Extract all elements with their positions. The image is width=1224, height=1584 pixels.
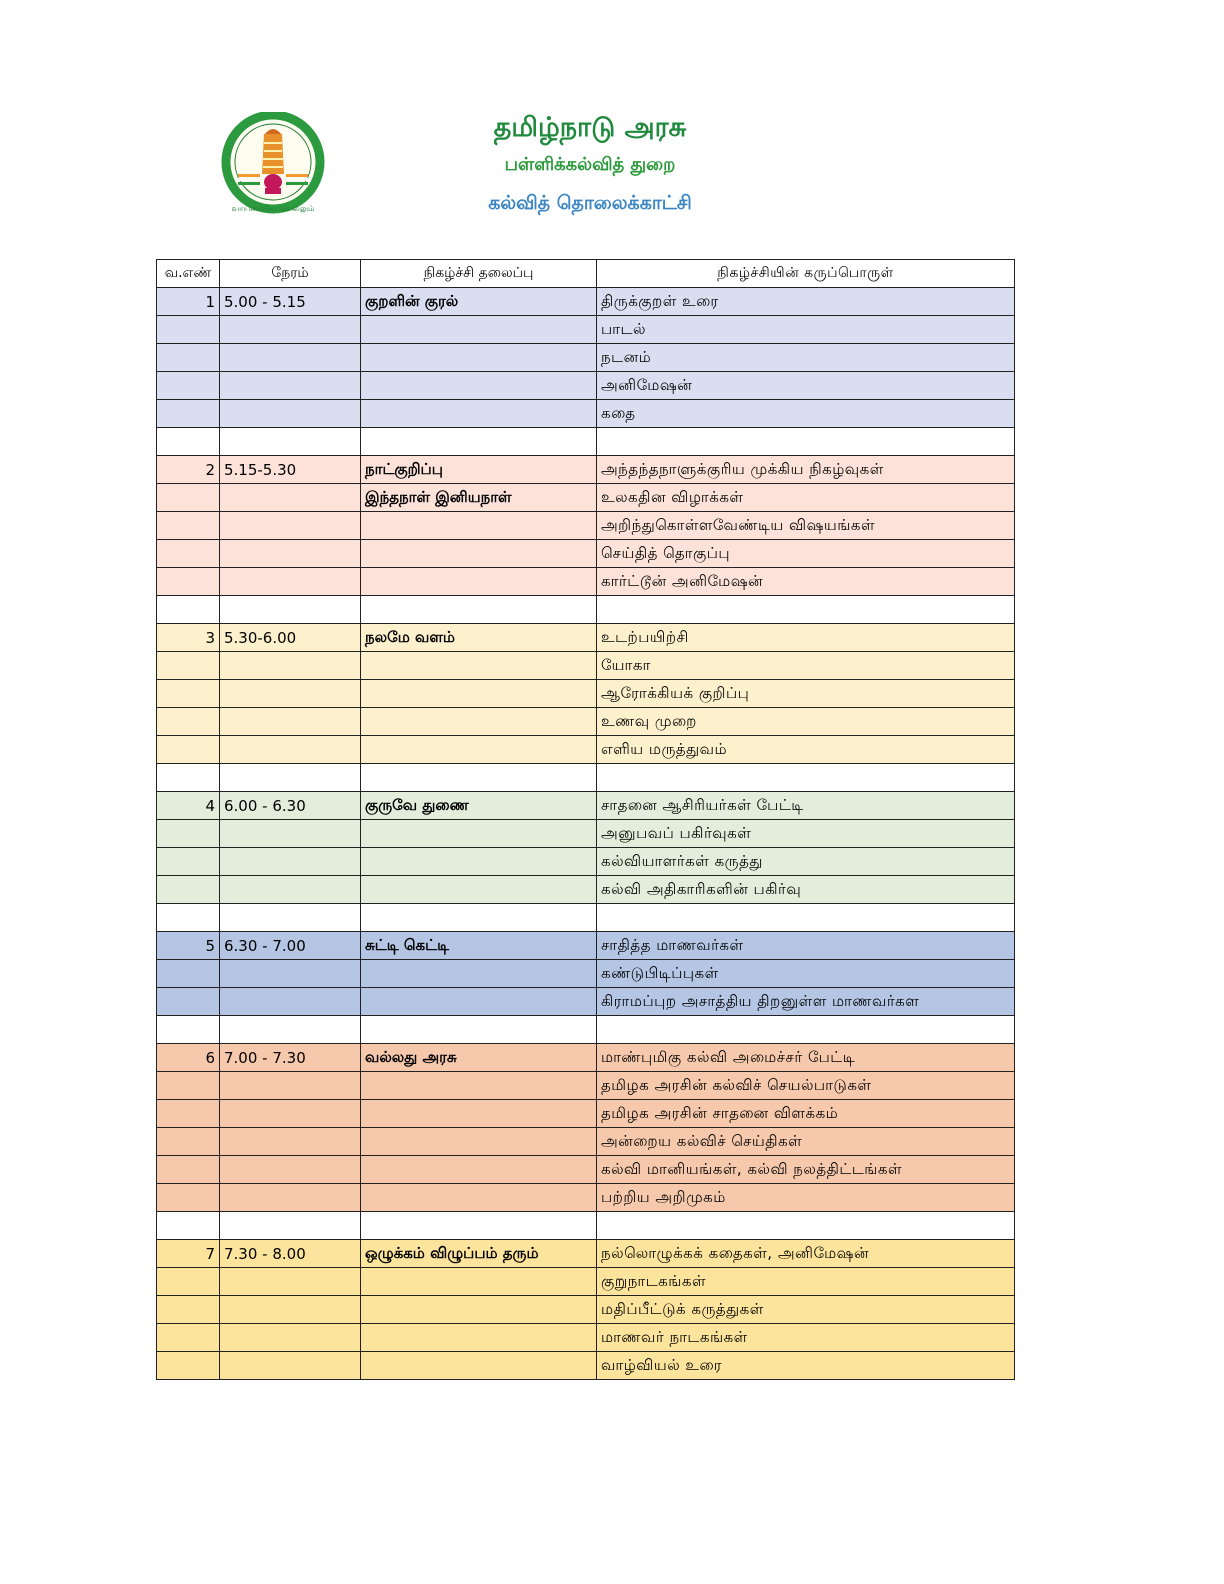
cell-serial: 4	[157, 792, 220, 820]
cell-time	[220, 400, 361, 428]
cell-serial	[157, 1128, 220, 1156]
cell-program-theme: மாணவர் நாடகங்கள்	[597, 1324, 1015, 1352]
cell-program-title	[361, 1268, 597, 1296]
cell-program-theme: கதை	[597, 400, 1015, 428]
table-row	[157, 456, 1015, 484]
cell-program-title	[361, 400, 597, 428]
cell-serial	[157, 736, 220, 764]
cell-serial: 7	[157, 1240, 220, 1268]
empty-cell	[157, 428, 220, 456]
cell-time	[220, 568, 361, 596]
cell-serial	[157, 540, 220, 568]
cell-program-title	[361, 876, 597, 904]
table-row	[157, 1240, 1015, 1268]
schedule-table	[156, 259, 1015, 1380]
cell-program-theme: பற்றிய அறிமுகம்	[597, 1184, 1015, 1212]
table-row	[157, 484, 1015, 512]
separator-row	[157, 1016, 1015, 1044]
cell-serial	[157, 1296, 220, 1324]
cell-serial	[157, 1268, 220, 1296]
cell-program-title	[361, 1156, 597, 1184]
cell-program-title	[361, 316, 597, 344]
cell-serial	[157, 316, 220, 344]
empty-cell	[361, 1016, 597, 1044]
table-row	[157, 316, 1015, 344]
cell-serial	[157, 876, 220, 904]
cell-serial: 2	[157, 456, 220, 484]
cell-serial	[157, 1072, 220, 1100]
empty-cell	[597, 596, 1015, 624]
empty-cell	[220, 1016, 361, 1044]
table-row	[157, 680, 1015, 708]
empty-cell	[157, 1016, 220, 1044]
table-row	[157, 820, 1015, 848]
table-row	[157, 652, 1015, 680]
cell-serial: 3	[157, 624, 220, 652]
cell-time	[220, 1184, 361, 1212]
table-row	[157, 1100, 1015, 1128]
empty-cell	[597, 428, 1015, 456]
cell-program-theme: கல்வியாளர்கள் கருத்து	[597, 848, 1015, 876]
empty-cell	[597, 1016, 1015, 1044]
cell-time	[220, 848, 361, 876]
cell-program-theme: தமிழக அரசின் சாதனை விளக்கம்	[597, 1100, 1015, 1128]
cell-program-theme: மாண்புமிகு கல்வி அமைச்சர் பேட்டி	[597, 1044, 1015, 1072]
cell-program-title	[361, 708, 597, 736]
cell-program-theme: அனுபவப் பகிர்வுகள்	[597, 820, 1015, 848]
table-row	[157, 1268, 1015, 1296]
cell-serial: 6	[157, 1044, 220, 1072]
table-row	[157, 540, 1015, 568]
cell-time	[220, 988, 361, 1016]
cell-serial	[157, 1100, 220, 1128]
cell-time	[220, 316, 361, 344]
cell-program-title	[361, 1184, 597, 1212]
cell-program-theme: உடற்பயிற்சி	[597, 624, 1015, 652]
cell-time	[220, 680, 361, 708]
empty-cell	[157, 904, 220, 932]
cell-time	[220, 344, 361, 372]
cell-serial: 1	[157, 288, 220, 316]
cell-time: 7.30 - 8.00	[220, 1240, 361, 1268]
cell-program-title	[361, 1352, 597, 1380]
table-row	[157, 792, 1015, 820]
cell-time	[220, 1128, 361, 1156]
separator-row	[157, 904, 1015, 932]
cell-program-theme: அன்றைய கல்விச் செய்திகள்	[597, 1128, 1015, 1156]
table-row	[157, 1352, 1015, 1380]
cell-program-theme: கல்வி அதிகாரிகளின் பகிர்வு	[597, 876, 1015, 904]
table-row	[157, 400, 1015, 428]
cell-time: 6.30 - 7.00	[220, 932, 361, 960]
cell-time	[220, 820, 361, 848]
cell-serial	[157, 820, 220, 848]
table-row	[157, 1072, 1015, 1100]
page-title: தமிழ்நாடு அரசு	[493, 112, 687, 143]
cell-program-theme: அறிந்துகொள்ளவேண்டிய விஷயங்கள்	[597, 512, 1015, 540]
cell-program-theme: உலகதின விழாக்கள்	[597, 484, 1015, 512]
cell-time	[220, 512, 361, 540]
cell-serial	[157, 568, 220, 596]
table-row	[157, 1128, 1015, 1156]
cell-serial	[157, 372, 220, 400]
cell-program-theme: திருக்குறள் உரை	[597, 288, 1015, 316]
cell-time: 7.00 - 7.30	[220, 1044, 361, 1072]
empty-cell	[157, 764, 220, 792]
empty-cell	[361, 596, 597, 624]
cell-program-theme: குறுநாடகங்கள்	[597, 1268, 1015, 1296]
empty-cell	[220, 1212, 361, 1240]
cell-time	[220, 652, 361, 680]
cell-time	[220, 736, 361, 764]
tamil-nadu-emblem	[210, 112, 336, 222]
cell-program-theme: சாதனை ஆசிரியர்கள் பேட்டி	[597, 792, 1015, 820]
table-row	[157, 1044, 1015, 1072]
schedule-body	[157, 288, 1015, 1380]
cell-program-title: குறளின் குரல்	[361, 288, 597, 316]
cell-program-theme: அந்தந்தநாளுக்குரிய முக்கிய நிகழ்வுகள்	[597, 456, 1015, 484]
cell-serial	[157, 400, 220, 428]
cell-time	[220, 540, 361, 568]
empty-cell	[597, 904, 1015, 932]
empty-cell	[220, 596, 361, 624]
table-row	[157, 932, 1015, 960]
empty-cell	[220, 904, 361, 932]
empty-cell	[361, 764, 597, 792]
column-header-time: நேரம்	[220, 260, 361, 288]
cell-program-theme: நல்லொழுக்கக் கதைகள், அனிமேஷன்	[597, 1240, 1015, 1268]
table-row	[157, 1156, 1015, 1184]
cell-time	[220, 1156, 361, 1184]
table-row	[157, 848, 1015, 876]
cell-program-theme: யோகா	[597, 652, 1015, 680]
cell-time	[220, 1100, 361, 1128]
cell-time: 6.00 - 6.30	[220, 792, 361, 820]
cell-program-theme: செய்தித் தொகுப்பு	[597, 540, 1015, 568]
cell-program-title	[361, 372, 597, 400]
separator-row	[157, 764, 1015, 792]
cell-serial	[157, 344, 220, 372]
table-row	[157, 960, 1015, 988]
cell-program-title	[361, 1072, 597, 1100]
cell-program-theme: ஆரோக்கியக் குறிப்பு	[597, 680, 1015, 708]
cell-serial	[157, 848, 220, 876]
cell-program-title	[361, 736, 597, 764]
cell-program-title	[361, 568, 597, 596]
cell-program-title: நாட்குறிப்பு	[361, 456, 597, 484]
empty-cell	[361, 904, 597, 932]
cell-serial	[157, 708, 220, 736]
cell-serial	[157, 1156, 220, 1184]
cell-program-title	[361, 848, 597, 876]
cell-time	[220, 876, 361, 904]
department-name: பள்ளிக்கல்வித் துறை	[504, 154, 676, 175]
cell-serial	[157, 484, 220, 512]
empty-cell	[157, 596, 220, 624]
cell-program-title	[361, 1296, 597, 1324]
table-row	[157, 288, 1015, 316]
cell-time	[220, 708, 361, 736]
table-row	[157, 1324, 1015, 1352]
cell-program-title: சுட்டி கெட்டி	[361, 932, 597, 960]
cell-time: 5.15-5.30	[220, 456, 361, 484]
cell-program-theme: அனிமேஷன்	[597, 372, 1015, 400]
cell-program-theme: வாழ்வியல் உரை	[597, 1352, 1015, 1380]
cell-program-theme: எளிய மருத்துவம்	[597, 736, 1015, 764]
table-row	[157, 624, 1015, 652]
cell-program-title	[361, 1100, 597, 1128]
table-row	[157, 1296, 1015, 1324]
cell-program-theme: பாடல்	[597, 316, 1015, 344]
cell-time	[220, 372, 361, 400]
column-header-program-theme: நிகழ்ச்சியின் கருப்பொருள்	[597, 260, 1015, 288]
cell-serial	[157, 960, 220, 988]
table-row	[157, 736, 1015, 764]
cell-program-theme: கார்ட்டூன் அனிமேஷன்	[597, 568, 1015, 596]
cell-program-theme: கல்வி மானியங்கள், கல்வி நலத்திட்டங்கள்	[597, 1156, 1015, 1184]
table-row	[157, 1184, 1015, 1212]
cell-program-title	[361, 1324, 597, 1352]
cell-program-title: இந்தநாள் இனியநாள்	[361, 484, 597, 512]
cell-program-title	[361, 652, 597, 680]
cell-serial	[157, 988, 220, 1016]
cell-serial	[157, 680, 220, 708]
empty-cell	[597, 764, 1015, 792]
cell-program-title	[361, 344, 597, 372]
cell-program-title	[361, 960, 597, 988]
table-row	[157, 372, 1015, 400]
cell-time	[220, 1268, 361, 1296]
cell-time	[220, 1324, 361, 1352]
cell-serial: 5	[157, 932, 220, 960]
cell-time: 5.00 - 5.15	[220, 288, 361, 316]
empty-cell	[220, 764, 361, 792]
table-row	[157, 708, 1015, 736]
separator-row	[157, 1212, 1015, 1240]
cell-program-title	[361, 1128, 597, 1156]
cell-time	[220, 484, 361, 512]
cell-time	[220, 1296, 361, 1324]
empty-cell	[597, 1212, 1015, 1240]
empty-cell	[157, 1212, 220, 1240]
cell-time	[220, 1352, 361, 1380]
column-header-serial: வ.எண்	[157, 260, 220, 288]
cell-program-theme: கண்டுபிடிப்புகள்	[597, 960, 1015, 988]
cell-time	[220, 1072, 361, 1100]
cell-serial	[157, 652, 220, 680]
cell-serial	[157, 1184, 220, 1212]
cell-time: 5.30-6.00	[220, 624, 361, 652]
cell-program-theme: மதிப்பீட்டுக் கருத்துகள்	[597, 1296, 1015, 1324]
cell-program-theme: உணவு முறை	[597, 708, 1015, 736]
cell-program-title	[361, 988, 597, 1016]
cell-serial	[157, 1324, 220, 1352]
column-header-program-title: நிகழ்ச்சி தலைப்பு	[361, 260, 597, 288]
emblem-caption: வாய்மையே வெல்லும்	[231, 204, 315, 213]
cell-time	[220, 960, 361, 988]
cell-program-theme: சாதித்த மாணவர்கள்	[597, 932, 1015, 960]
cell-program-title	[361, 820, 597, 848]
table-row	[157, 876, 1015, 904]
page-header	[400, 100, 780, 218]
empty-cell	[361, 1212, 597, 1240]
empty-cell	[220, 428, 361, 456]
table-header-row	[157, 260, 1015, 288]
separator-row	[157, 596, 1015, 624]
channel-name: கல்வித் தொலைக்காட்சி	[488, 192, 692, 214]
empty-cell	[361, 428, 597, 456]
cell-serial	[157, 512, 220, 540]
table-row	[157, 512, 1015, 540]
cell-program-theme: கிராமப்புற அசாத்திய திறனுள்ள மாணவர்கள	[597, 988, 1015, 1016]
cell-program-title	[361, 512, 597, 540]
table-row	[157, 344, 1015, 372]
cell-program-theme: நடனம்	[597, 344, 1015, 372]
cell-program-title	[361, 680, 597, 708]
cell-serial	[157, 1352, 220, 1380]
cell-program-title: வல்லது அரசு	[361, 1044, 597, 1072]
cell-program-title	[361, 540, 597, 568]
cell-program-title: ஒழுக்கம் விழுப்பம் தரும்	[361, 1240, 597, 1268]
separator-row	[157, 428, 1015, 456]
table-row	[157, 988, 1015, 1016]
cell-program-theme: தமிழக அரசின் கல்விச் செயல்பாடுகள்	[597, 1072, 1015, 1100]
cell-program-title: நலமே வளம்	[361, 624, 597, 652]
table-row	[157, 568, 1015, 596]
cell-program-title: குருவே துணை	[361, 792, 597, 820]
